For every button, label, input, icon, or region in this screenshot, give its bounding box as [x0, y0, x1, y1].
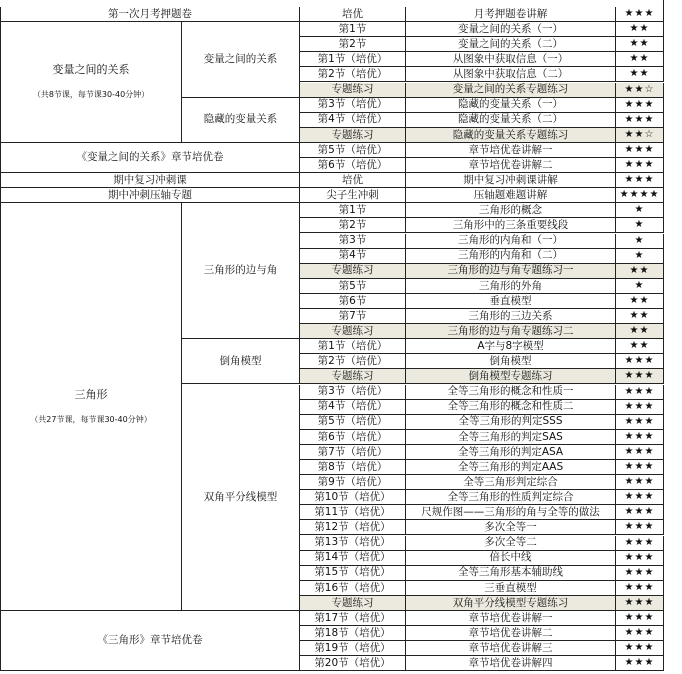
difficulty-stars: ★★★ — [616, 490, 664, 505]
lesson-topic: 全等三角形判定综合 — [406, 475, 616, 490]
lesson-label: 第20节（培优） — [300, 656, 406, 671]
lesson-topic: 全等三角形的判定ASA — [406, 445, 616, 460]
lesson-label: 第1节 — [300, 203, 406, 218]
lesson-label: 第4节 — [300, 249, 406, 264]
section-name: 变量之间的关系 — [52, 63, 130, 77]
lesson-label: 第5节 — [300, 279, 406, 294]
lesson-topic: 全等三角形的判定SSS — [406, 415, 616, 430]
difficulty-stars: ★ — [616, 203, 664, 218]
difficulty-stars: ★★★ — [616, 596, 664, 611]
lesson-label: 第8节（培优） — [300, 460, 406, 475]
lesson-label: 第13节（培优） — [300, 536, 406, 551]
lesson-label: 第1节（培优） — [300, 52, 406, 67]
lesson-label: 第9节（培优） — [300, 475, 406, 490]
lesson-topic: 全等三角形的判定SAS — [406, 430, 616, 445]
lesson-topic: 多次全等二 — [406, 536, 616, 551]
lesson-topic: 月考押题卷讲解 — [406, 7, 616, 22]
lesson-label: 第6节 — [300, 294, 406, 309]
lesson-topic: 倒角模型 — [406, 354, 616, 369]
difficulty-stars: ★★ — [616, 67, 664, 82]
difficulty-stars: ★★★ — [616, 430, 664, 445]
difficulty-stars: ★★★ — [616, 7, 664, 22]
lesson-label: 第3节 — [300, 234, 406, 249]
lesson-topic: 倒角模型专题练习 — [406, 369, 616, 384]
lesson-label: 第7节（培优） — [300, 445, 406, 460]
section-name: 期中复习冲刺课 — [113, 173, 187, 186]
lesson-label: 第19节（培优） — [300, 641, 406, 656]
lesson-topic: 三角形的边与角专题练习二 — [406, 324, 616, 339]
lesson-topic: 从图象中获取信息（二） — [406, 67, 616, 82]
lesson-label: 第2节 — [300, 218, 406, 233]
lesson-topic: 压轴题难题讲解 — [406, 188, 616, 203]
lesson-label: 第2节 — [300, 37, 406, 52]
difficulty-stars: ★★ — [616, 339, 664, 354]
lesson-topic: 全等三角形的概念和性质二 — [406, 400, 616, 415]
difficulty-stars: ★★★ — [616, 385, 664, 400]
section-subtitle: （共8节课，每节课30-40分钟） — [32, 90, 150, 100]
difficulty-stars: ★★★ — [616, 158, 664, 173]
lesson-label: 第7节 — [300, 309, 406, 324]
lesson-topic: 三角形的边与角专题练习一 — [406, 264, 616, 279]
lesson-label: 第5节（培优） — [300, 143, 406, 158]
lesson-topic: 垂直模型 — [406, 294, 616, 309]
difficulty-stars: ★★★ — [616, 143, 664, 158]
difficulty-stars: ★★★ — [616, 581, 664, 596]
lesson-topic: 从图象中获取信息（一） — [406, 52, 616, 67]
lesson-label: 尖子生冲刺 — [300, 188, 406, 203]
difficulty-stars: ★★★ — [616, 551, 664, 566]
lesson-label: 第1节（培优） — [300, 339, 406, 354]
lesson-label: 第2节（培优） — [300, 354, 406, 369]
section-title — [0, 203, 182, 611]
difficulty-stars: ★★★ — [616, 369, 664, 384]
difficulty-stars: ★★★ — [616, 656, 664, 671]
group-title: 变量之间的关系 — [182, 22, 300, 98]
lesson-topic: 隐藏的变量关系（一） — [406, 98, 616, 113]
lesson-topic: 章节培优卷讲解二 — [406, 158, 616, 173]
difficulty-stars: ★★ — [616, 324, 664, 339]
difficulty-stars: ★★★ — [616, 520, 664, 535]
lesson-label: 培优 — [300, 173, 406, 188]
section-name: 《变量之间的关系》章节培优卷 — [76, 151, 224, 164]
lesson-label: 第4节（培优） — [300, 113, 406, 128]
lesson-label: 第2节（培优） — [300, 67, 406, 82]
difficulty-stars: ★★☆ — [616, 83, 664, 98]
lesson-label: 培优 — [300, 7, 406, 22]
lesson-label: 第11节（培优） — [300, 505, 406, 520]
lesson-topic: 尺规作图——三角形的角与全等的做法 — [406, 505, 616, 520]
lesson-label: 专题练习 — [300, 596, 406, 611]
lesson-label: 第14节（培优） — [300, 551, 406, 566]
difficulty-stars: ★★★ — [616, 475, 664, 490]
lesson-topic: 双角平分线模型专题练习 — [406, 596, 616, 611]
lesson-label: 第1节 — [300, 22, 406, 37]
section-title — [0, 188, 300, 203]
lesson-topic: 三角形的概念 — [406, 203, 616, 218]
lesson-label: 第3节（培优） — [300, 385, 406, 400]
lesson-label: 专题练习 — [300, 83, 406, 98]
difficulty-stars: ★★★ — [616, 415, 664, 430]
lesson-topic: 章节培优卷讲解三 — [406, 641, 616, 656]
lesson-topic: 章节培优卷讲解二 — [406, 626, 616, 641]
difficulty-stars: ★★★ — [616, 566, 664, 581]
lesson-label: 专题练习 — [300, 264, 406, 279]
lesson-topic: 隐藏的变量关系（二） — [406, 113, 616, 128]
section-subtitle: （共27节课，每节课30-40分钟） — [30, 415, 152, 425]
difficulty-stars: ★ — [616, 279, 664, 294]
group-title: 三角形的边与角 — [182, 203, 300, 339]
lesson-topic: 多次全等一 — [406, 520, 616, 535]
difficulty-stars: ★★★ — [616, 113, 664, 128]
lesson-topic: 全等三角形的性质判定综合 — [406, 490, 616, 505]
difficulty-stars: ★★ — [616, 22, 664, 37]
lesson-topic: 隐藏的变量关系专题练习 — [406, 128, 616, 143]
section-title — [0, 7, 300, 22]
lesson-label: 第10节（培优） — [300, 490, 406, 505]
lesson-label: 第6节（培优） — [300, 158, 406, 173]
lesson-topic: 期中复习冲刺课讲解 — [406, 173, 616, 188]
lesson-label: 第6节（培优） — [300, 430, 406, 445]
difficulty-stars: ★★★ — [616, 536, 664, 551]
difficulty-stars: ★★★ — [616, 400, 664, 415]
lesson-topic: 三角形的内角和（二） — [406, 249, 616, 264]
difficulty-stars: ★★★ — [616, 445, 664, 460]
difficulty-stars: ★★★ — [616, 98, 664, 113]
difficulty-stars: ★★ — [616, 264, 664, 279]
difficulty-stars: ★★ — [616, 52, 664, 67]
lesson-topic: 变量之间的关系（二） — [406, 37, 616, 52]
lesson-label: 第18节（培优） — [300, 626, 406, 641]
difficulty-stars: ★★★ — [616, 460, 664, 475]
section-name: 《三角形》章节培优卷 — [97, 634, 203, 647]
difficulty-stars: ★★ — [616, 294, 664, 309]
lesson-label: 专题练习 — [300, 128, 406, 143]
group-title: 隐藏的变量关系 — [182, 98, 300, 143]
difficulty-stars: ★★★ — [616, 641, 664, 656]
lesson-label: 第4节（培优） — [300, 400, 406, 415]
lesson-topic: 全等三角形基本辅助线 — [406, 566, 616, 581]
lesson-topic: 章节培优卷讲解一 — [406, 143, 616, 158]
difficulty-stars: ★ — [616, 249, 664, 264]
lesson-topic: 三角形中的三条重要线段 — [406, 218, 616, 233]
lesson-label: 第12节（培优） — [300, 520, 406, 535]
lesson-topic: 变量之间的关系专题练习 — [406, 83, 616, 98]
lesson-label: 专题练习 — [300, 324, 406, 339]
difficulty-stars: ★★★★ — [616, 188, 664, 203]
lesson-topic: A字与8字模型 — [406, 339, 616, 354]
section-title — [0, 143, 300, 173]
difficulty-stars: ★★★ — [616, 611, 664, 626]
section-title — [0, 611, 300, 671]
section-title — [0, 173, 300, 188]
difficulty-stars: ★★★ — [616, 505, 664, 520]
lesson-topic: 全等三角形的概念和性质一 — [406, 385, 616, 400]
lesson-label: 第17节（培优） — [300, 611, 406, 626]
lesson-topic: 全等三角形的判定AAS — [406, 460, 616, 475]
difficulty-stars: ★★☆ — [616, 128, 664, 143]
lesson-label: 第15节（培优） — [300, 566, 406, 581]
difficulty-stars: ★★★ — [616, 173, 664, 188]
difficulty-stars: ★ — [616, 234, 664, 249]
lesson-label: 第16节（培优） — [300, 581, 406, 596]
section-name: 期中冲刺压轴专题 — [108, 188, 192, 201]
difficulty-stars: ★ — [616, 218, 664, 233]
lesson-topic: 章节培优卷讲解四 — [406, 656, 616, 671]
difficulty-stars: ★★ — [616, 309, 664, 324]
lesson-label: 专题练习 — [300, 369, 406, 384]
difficulty-stars: ★★★ — [616, 354, 664, 369]
lesson-topic: 三角形的内角和（一） — [406, 234, 616, 249]
difficulty-stars: ★★ — [616, 37, 664, 52]
lesson-topic: 三角形的三边关系 — [406, 309, 616, 324]
difficulty-stars: ★★★ — [616, 626, 664, 641]
group-title: 双角平分线模型 — [182, 385, 300, 612]
lesson-topic: 变量之间的关系（一） — [406, 22, 616, 37]
lesson-topic: 倍长中线 — [406, 551, 616, 566]
section-name: 三角形 — [74, 388, 108, 402]
section-title — [0, 22, 182, 143]
lesson-topic: 三垂直模型 — [406, 581, 616, 596]
lesson-label: 第5节（培优） — [300, 415, 406, 430]
lesson-label: 第3节（培优） — [300, 98, 406, 113]
section-name: 第一次月考押题卷 — [108, 7, 192, 20]
lesson-topic: 章节培优卷讲解一 — [406, 611, 616, 626]
group-title: 倒角模型 — [182, 339, 300, 384]
lesson-topic: 三角形的外角 — [406, 279, 616, 294]
